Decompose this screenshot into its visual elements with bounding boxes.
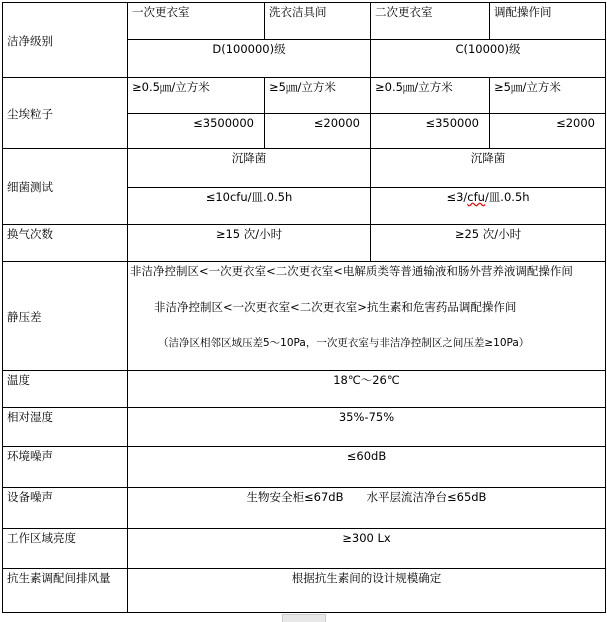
room-name: 一次更衣室 <box>128 3 265 40</box>
bacteria-limit-c <box>371 188 606 225</box>
particle-size: ≥0.5㎛/立方米 <box>371 78 490 114</box>
spellcheck-word: cfu <box>467 190 485 204</box>
exhaust-value: 根据抗生素间的设计规模确定 <box>128 569 606 613</box>
pressure-line-3: （洁净区相邻区域压差5～10Pa，一次更衣室与非洁净控制区之间压差≥10Pa） <box>158 337 530 349</box>
cleanroom-spec-table <box>2 2 606 613</box>
air-changes-d: ≥15 次/小时 <box>128 225 371 262</box>
particle-limit: ≤350000 <box>371 114 490 149</box>
row-label-humidity: 相对湿度 <box>3 408 128 447</box>
grade-c: C(10000)级 <box>371 40 606 78</box>
room-name: 洗衣洁具间 <box>265 3 371 40</box>
particle-limit: ≤20000 <box>265 114 371 149</box>
air-changes-c: ≥25 次/小时 <box>371 225 606 262</box>
bacteria-type-c: 沉降菌 <box>371 149 606 188</box>
row-label-bacteria: 细菌测试 <box>3 149 128 225</box>
particle-limit: ≤3500000 <box>128 114 265 149</box>
bacteria-type-d: 沉降菌 <box>128 149 371 188</box>
bacteria-limit-d: ≤10cfu/皿.0.5h <box>128 188 371 225</box>
limit-prefix: ≤3/ <box>446 190 468 204</box>
particle-size: ≥5㎛/立方米 <box>265 78 371 114</box>
illuminance-value: ≥300 Lx <box>128 529 606 569</box>
row-label-particles: 尘埃粒子 <box>3 78 128 149</box>
row-label-env-noise: 环境噪声 <box>3 447 128 488</box>
row-label-equip-noise: 设备噪声 <box>3 488 128 529</box>
room-name: 调配操作间 <box>490 3 606 40</box>
pressure-line-1: 非洁净控制区<一次更衣室<二次更衣室<电解质类等普通输液和肠外营养液调配操作间 <box>130 264 573 278</box>
row-label-cleanliness: 洁净级别 <box>3 3 128 78</box>
particle-size: ≥0.5㎛/立方米 <box>128 78 265 114</box>
static-pressure-cell <box>128 262 606 371</box>
row-label-air-changes: 换气次数 <box>3 225 128 262</box>
row-label-static-pressure: 静压差 <box>3 262 128 371</box>
room-name: 二次更衣室 <box>371 3 490 40</box>
temperature-value: 18℃～26℃ <box>128 371 606 408</box>
equip-noise-value: 生物安全柜≤67dB 水平层流洁净台≤65dB <box>128 488 606 529</box>
row-label-illuminance: 工作区域亮度 <box>3 529 128 569</box>
env-noise-value: ≤60dB <box>128 447 606 488</box>
humidity-value: 35%-75% <box>128 408 606 447</box>
particle-limit: ≤2000 <box>490 114 606 149</box>
grade-d: D(100000)级 <box>128 40 371 78</box>
row-label-exhaust: 抗生素调配间排风量 <box>3 569 128 613</box>
limit-suffix: /皿.0.5h <box>484 190 530 204</box>
particle-size: ≥5㎛/立方米 <box>490 78 606 114</box>
pressure-line-2: 非洁净控制区<一次更衣室<二次更衣室>抗生素和危害药品调配操作间 <box>154 300 517 314</box>
row-label-temperature: 温度 <box>3 371 128 408</box>
